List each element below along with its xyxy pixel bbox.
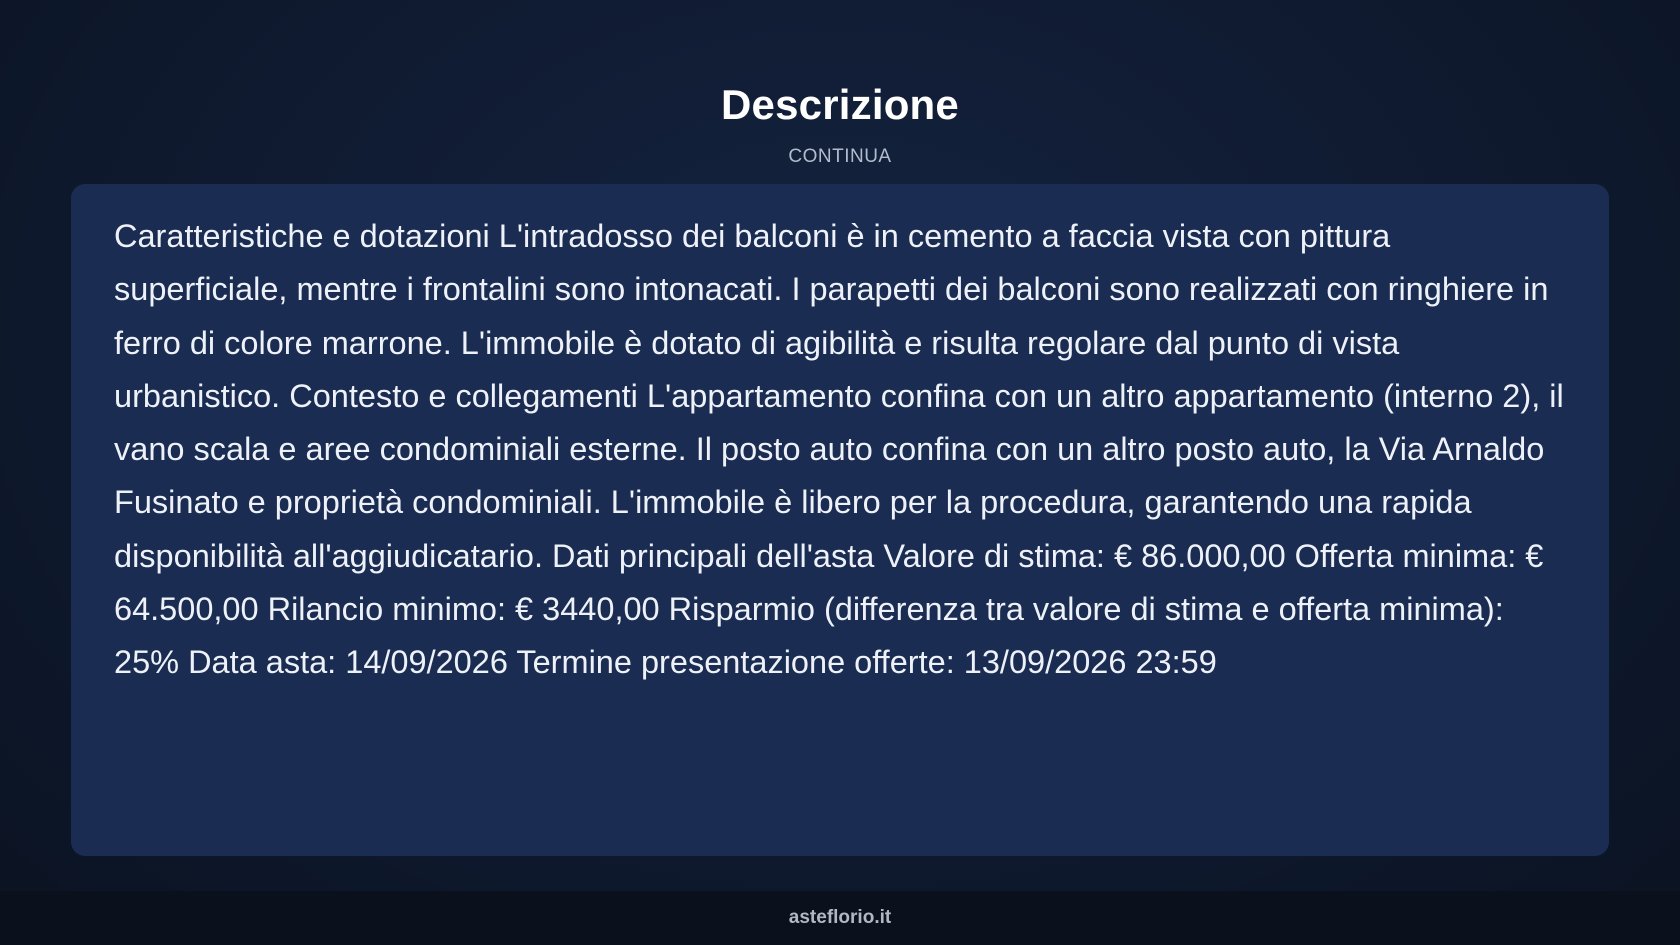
footer xyxy=(0,891,1680,945)
continue-link[interactable]: CONTINUA xyxy=(788,146,892,167)
description-card xyxy=(71,184,1609,856)
description-text: Caratteristiche e dotazioni L'intradosso dei balconi è in cemento a faccia vista con pittura superficiale, mentre i frontalini sono intonacati. I parapetti dei balconi sono realizzati con ringhiere in ferro di colore marrone. L'immobile è dotato di agibilità e risulta regolare dal punto di vista urbanistico. Contesto e collegamenti L'appartamento confina con un altro appartamento (interno 2), il vano scala e aree condominiali esterne. Il posto auto confina con un altro posto auto, la Via Arnaldo Fusinato e proprietà condominiali. L'immobile è libero per la procedura, garantendo una rapida disponibilità all'aggiudicatario. Dati principali dell'asta Valore di stima: € 86.000,00 Offerta minima: € 64.500,00 Rilancio minimo: € 3440,00 Risparmio (differenza tra valore di stima e offerta minima): 25% Data asta: 14/09/2026 Termine presentazione offerte: 13/09/2026 23:59 xyxy=(114,218,1564,681)
footer-site-name: asteflorio.it xyxy=(788,907,892,928)
page-title: Descrizione xyxy=(721,81,959,128)
